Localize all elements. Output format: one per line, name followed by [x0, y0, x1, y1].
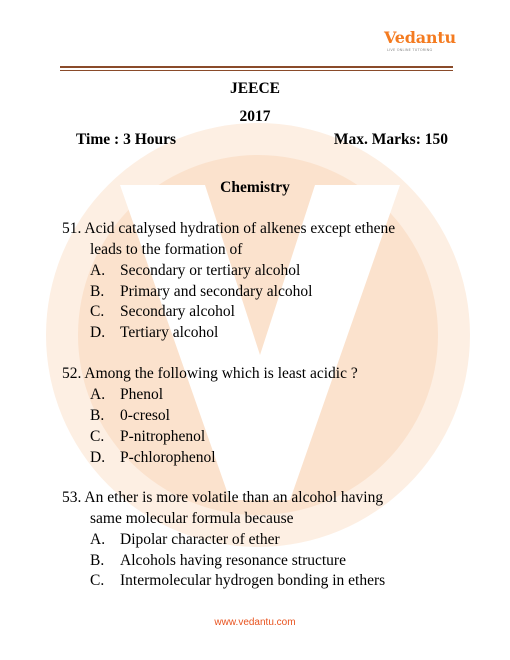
q51-option-b: B. Primary and secondary alcohol [90, 283, 313, 300]
q52-option-b: B. 0-cresol [90, 407, 170, 424]
q51-option-c: C. Secondary alcohol [90, 303, 235, 320]
header-divider [60, 66, 453, 68]
q53-option-b: B. Alcohols having resonance structure [90, 552, 346, 569]
vedantu-logo [384, 28, 456, 60]
question-51-cont: leads to the formation of [90, 241, 243, 258]
q51-option-a: A. Secondary or tertiary alcohol [90, 262, 301, 279]
q52-option-d: D. P-chlorophenol [90, 449, 216, 466]
q53-option-c: C. Intermolecular hydrogen bonding in ethers [90, 572, 386, 589]
q53-option-a: A. Dipolar character of ether [90, 531, 280, 548]
question-53: 53. An ether is more volatile than an alcohol having [62, 489, 384, 506]
exam-name: JEECE [230, 80, 280, 97]
q51-option-d: D. Tertiary alcohol [90, 324, 219, 341]
logo-text: Vedantu [384, 28, 456, 47]
q52-option-c: C. P-nitrophenol [90, 428, 206, 445]
footer-url[interactable]: www.vedantu.com [214, 617, 296, 628]
question-53-cont: same molecular formula because [90, 510, 294, 527]
header-divider-thin [60, 70, 453, 71]
exam-duration: Time : 3 Hours [76, 131, 177, 148]
q52-option-a: A. Phenol [90, 386, 164, 403]
question-52: 52. Among the following which is least acidic ? [62, 365, 358, 382]
max-marks: Max. Marks: 150 [333, 131, 448, 148]
subject-title: Chemistry [220, 179, 290, 196]
exam-year: 2017 [239, 108, 271, 125]
question-51: 51. Acid catalysed hydration of alkenes except ethene [62, 220, 396, 237]
logo-tagline: LIVE ONLINE TUTORING [387, 48, 433, 52]
